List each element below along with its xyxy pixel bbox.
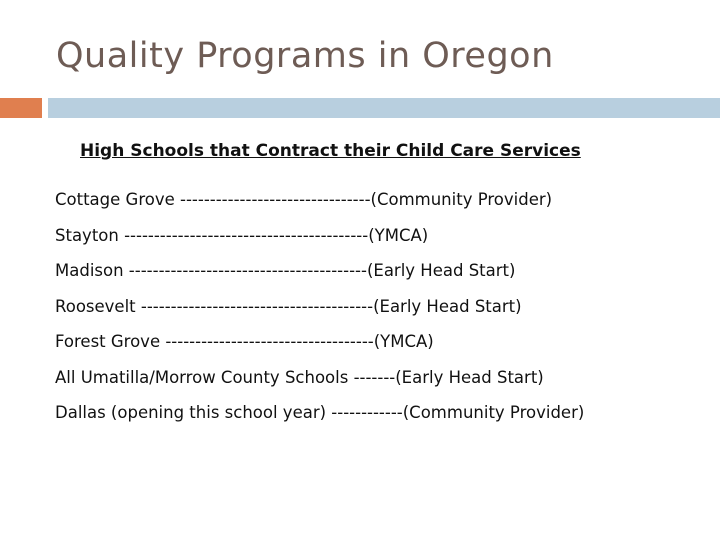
program-list <box>55 187 584 436</box>
program-row-roosevelt: Roosevelt ---------------------------------------(Early Head Start) <box>55 296 522 316</box>
program-row-cottage-grove: Cottage Grove --------------------------------(Community Provider) <box>55 190 553 209</box>
slide-title: Quality Programs in Oregon <box>56 36 554 76</box>
program-row-dallas: Dallas (opening this school year) ------------(Community Provider) <box>55 403 585 422</box>
slide-subtitle: High Schools that Contract their Child Care Services <box>80 141 581 161</box>
program-row-madison: Madison ----------------------------------------(Early Head Start) <box>55 261 516 280</box>
program-row-stayton: Stayton -----------------------------------------(YMCA) <box>55 225 429 245</box>
program-row-umatilla-morrow: All Umatilla/Morrow County Schools -------(Early Head Start) <box>55 367 544 387</box>
program-row-forest-grove: Forest Grove -----------------------------------(YMCA) <box>55 332 434 351</box>
header-bar <box>48 98 720 118</box>
accent-bar <box>0 98 42 118</box>
